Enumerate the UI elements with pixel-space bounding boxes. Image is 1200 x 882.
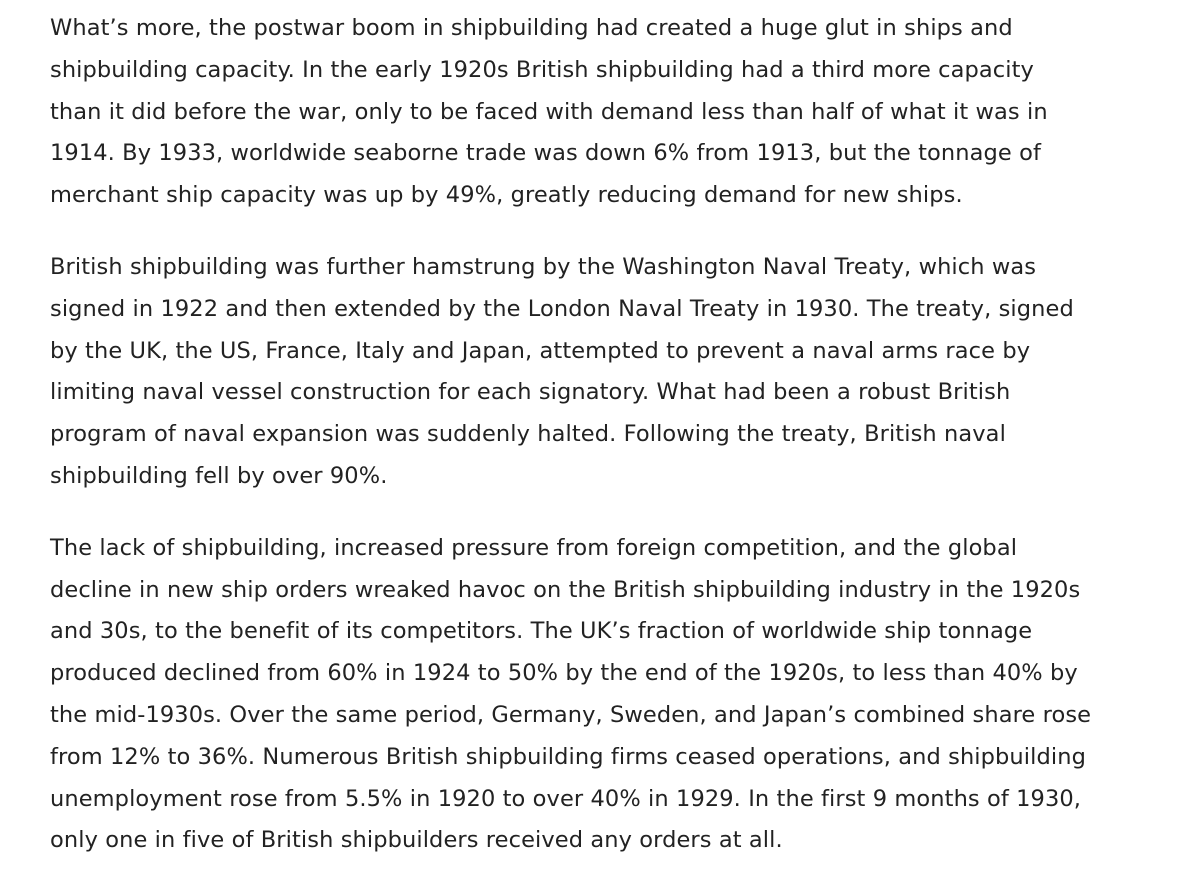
paragraph-naval-treaty: British shipbuilding was further hamstrung by the Washington Naval Treaty, which was signed in 1922 and then extended by the London Naval Treaty in 1930. The treaty, signed by the UK, the US, France, Italy and Japan, attempted to prevent a naval arms race by limiting naval vessel construction for each signatory. What had been a robust British program of naval expansion was suddenly halted. Following the treaty, British naval shipbuilding fell by over 90%. — [50, 253, 1074, 489]
paragraph-postwar-glut: What’s more, the postwar boom in shipbuilding had created a huge glut in ships and shipbuilding capacity. In the early 1920s British shipbuilding had a third more capacity than it did before the war, only to be faced with demand less than half of what it was in 1914. By 1933, worldwide seaborne trade was down 6% from 1913, but the tonnage of merchant ship capacity was up by 49%, greatly reducing demand for new ships. — [50, 15, 1048, 209]
paragraph-industry-decline: The lack of shipbuilding, increased pressure from foreign competition, and the global decline in new ship orders wreaked havoc on the British shipbuilding industry in the 1920s and 30s, to the benefit of its competitors. The UK’s fraction of worldwide ship tonnage produced declined from 60% in 1924 to 50% by the end of the 1920s, to less than 40% by the mid-1930s. Over the same period, Germany, Sweden, and Japan’s combined share rose from 12% to 36%. Numerous British shipbuilding firms ceased operations, and shipbuilding unemployment rose from 5.5% in 1920 to over 40% in 1929. In the first 9 months of 1930, only one in five of British shipbuilders received any orders at all. — [50, 534, 1092, 854]
